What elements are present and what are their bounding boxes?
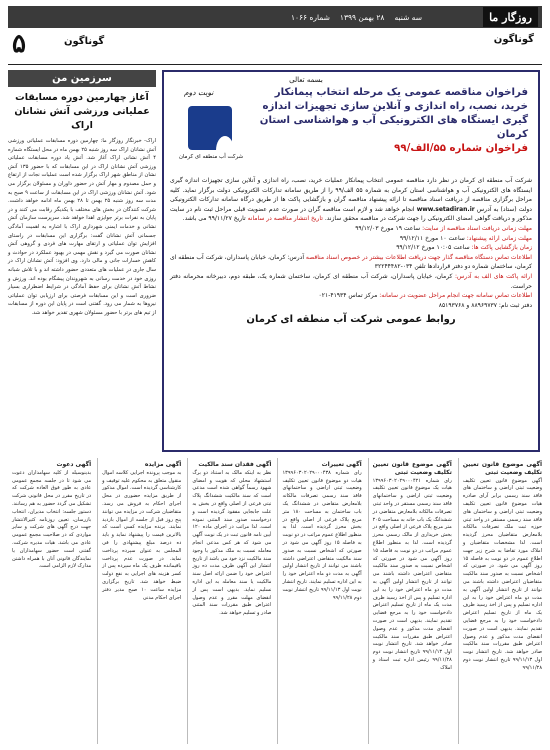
doc-deadline-label: مهلت زمانی دریافت اسناد مناقصه از سایت: [422, 224, 532, 232]
round-label: نوبت دوم [184, 88, 214, 97]
masthead-info [291, 6, 422, 28]
notice-heading: آگهی مزایده [144, 461, 182, 468]
registration-phones: دفتر ثبت نام: ۸۸۹۶۹۷۳۷ و ۸۵۱۹۳۷۶۸ [438, 301, 532, 309]
notice-text: به موجب پرونده اجرایی کلاسه اموال منقول متعلق به محکوم علیه توقیف و کارشناسی گردیده است. اموال مذکور از طریق مزایده حضوری در محل اجرای احکام به فروش می رسد. متقاضیان شرکت در مزایده می توانند پنج روز قبل از جلسه از اموال بازدید نمایند. برنده مزایده کسی است که بالاترین قیمت را پیشنهاد نماید و باید ده درصد مبلغ پیشنهادی را فی المجلس به عنوان سپرده پرداخت نماید. در صورت عدم پرداخت باقیمانده ظرف یک ماه سپرده پس از کسر هزینه های اجرایی به نفع دولت ضبط خواهد شد. تاریخ برگزاری مزایده ساعت ۱۰ صبح مدیر دفتر اجرای احکام مدنی [102, 469, 182, 601]
envelope-value: کرمان، خیابان پاسداران، شرکت آب منطقه ای کرمان، ساختمان شماره یک، طبقه دوم، دبیرخانه محرمانه دفتر حراست. [170, 272, 532, 290]
opening-label: زمان بازگشایی پاکت ها: [471, 244, 532, 252]
publish-value: تاریخ ۹۹/۱۱/۲۷ می باشد. [182, 215, 246, 223]
ad-signature: روابط عمومی شرکت آب منطقه ای کرمان [246, 314, 456, 326]
setad-contact-value: مرکز تماس ۴۱۹۳۴-۰۲۱ [318, 292, 378, 300]
publish-label: تاریخ انتشار مناقصه در سامانه [247, 215, 323, 223]
notice-column [368, 458, 452, 744]
envelope-label: ارائه پاکت های الف به آدرس: [454, 272, 532, 280]
article-title[interactable]: آغاز چهارمین دوره مسابقات عملیاتی ورزشی آتش نشانان اراک [14, 92, 150, 131]
masthead-bar [8, 6, 542, 28]
info-value: آدرس: کرمان، خیابان پاسداران، شرکت آب منطقه ای کرمان، ساختمان شماره دو دفتر قراردادها تلفن ۰۳۴-۳۲۲۴۴۴۸۲ [170, 253, 532, 271]
side-column [8, 70, 156, 452]
notice-text: رای شماره ۱۳۹۹۶۰۳۰۲۰۲۹۰۰۰۴۲۱ هیات یک موضوع قانون تعیین تکلیف وضعیت ثبتی اراضی و ساختمانهای فاقد سند رسمی مستقر در واحد ثبتی تصرفات مالکانه بلامعارض متقاضی در ششدانگ یک باب خانه به مساحت ۲۰۵ متر مربع پلاک فرعی از اصلی واقع در بخش خریداری از مالک رسمی محرز گردیده است. لذا به منظور اطلاع عموم مراتب در دو نوبت به فاصله ۱۵ روز آگهی می شود در صورتی که اشخاص نسبت به صدور سند مالکیت متقاضی اعتراضی داشته باشند می توانند از تاریخ انتشار اولین آگهی به مدت دو ماه اعتراض خود را به این اداره تسلیم و پس از اخذ رسید ظرف مدت یک ماه از تاریخ تسلیم اعتراض دادخواست خود را به مرجع قضایی تقدیم نمایند. بدیهی است در صورت انقضای مدت مذکور و عدم وصول اعتراض طبق مقررات سند مالکیت صادر خواهد شد. تاریخ انتشار نوبت اول ۹۹/۱۱/۱۳ تاریخ انتشار نوبت دوم ۹۹/۱۱/۲۸ رئیس اداره ثبت اسناد و املاک [372, 477, 452, 671]
bid-deadline-label: مهلت زمانی ارائه پیشنهاد: [466, 234, 532, 242]
notice-heading: آگهی دعوت [56, 461, 92, 468]
tender-advertisement [162, 70, 540, 452]
notice-column [97, 458, 181, 744]
notice-heading: آگهی موضوع قانون تعیین تکلیف وضعیت ثبتی [372, 461, 452, 476]
notice-column [187, 458, 271, 744]
bid-deadline-value: ساعت ۱۰ مورخ ۹۹/۱۲/۱۱ [399, 234, 465, 242]
issue-date: ۲۸ بهمن ۱۳۹۹ [339, 12, 385, 22]
legal-notices [8, 458, 542, 744]
water-drop-logo-icon [188, 106, 232, 150]
ad-intro-tail: انجام خواهد شد و لازم است مناقصه گران در صورت عدم عضویت قبلی مراحل ثبت نام در سایت مذکور و دریافت گواهی امضای الکترونیکی را جهت شرکت در مناقصه محقق سازند. [170, 205, 532, 223]
setad-website-link[interactable]: www.setadiran.ir [416, 205, 475, 213]
ad-intro: شرکت آب منطقه ای کرمان در نظر دارد مناقصه عمومی انتخاب پیمانکار عملیات خرید، نصب، راه اندازی و آنلاین سازی تجهیزات اندازه گیری ایستگاه های الکترونیکی آب و هواشناسی استان کرمان به شماره ۵۵ الف/۹۹ را از طریق سامانه تدارکات الکترونیکی دولت برگزار نماید. کلیه مراحل برگزاری مناقصه از دریافت اسناد مناقصه تا ارائه پیشنهاد مناقصه گران و بازگشایی پاکت ها از طریق درگاه سامانه تدارکات الکترونیکی دولت (ستاد) به آدرس [170, 177, 532, 213]
setad-contact-label: اطلاعات تماس سامانه جهت انجام مراحل عضویت در سامانه: [379, 292, 532, 300]
notice-heading: آگهی فقدان سند مالکیت [198, 461, 272, 468]
ad-title-main: فراخوان مناقصه عمومی یک مرحله انتخاب پیمانکار خرید، نصب، راه اندازی و آنلاین سازی تجهیزات اندازه گیری ایستگاه های الکترونیکی آب و هواشناسی استان کرمان [259, 87, 528, 140]
notice-text: رای شماره ۱۳۹۹۶۰۳۰۲۰۲۹۰۰۰۴۳۸ هیات دو موضوع قانون تعیین تکلیف وضعیت ثبتی اراضی و ساختمانهای فاقد سند رسمی تصرفات مالکانه بلامعارض متقاضی در ششدانگ یک باب ساختمان به مساحت ۱۸۰ متر مربع پلاک فرعی از اصلی واقع در بخش محرز گردیده است. لذا به منظور اطلاع عموم مراتب در دو نوبت به فاصله ۱۵ روز آگهی می شود در صورتی که اشخاص نسبت به صدور سند مالکیت متقاضی اعتراضی داشته باشند می توانند از تاریخ انتشار اولین آگهی به مدت دو ماه اعتراض خود را به این اداره تسلیم نمایند. تاریخ انتشار نوبت اول ۹۹/۱۱/۱۳ تاریخ انتشار نوبت دوم ۹۹/۱۱/۲۸ [282, 469, 362, 601]
ad-body [170, 176, 532, 310]
ad-tender-number: فراخوان شماره ۵۵/الف/۹۹ [394, 143, 528, 154]
ad-header [170, 76, 532, 172]
issue-number: شماره ۱۰۶۶ [290, 12, 330, 22]
article-body: اراک- خبرنگار روزگار ما: چهارمین دوره مسابقات عملیاتی ورزشی آتش نشانان اراک سه روز شنبه ۲۵ بهمن ماه در محل ایستگاه شماره ۴ آتش نشانی اراک آغاز شد. آتش یاد دوره مسابقات عملیاتی ورزشی آتش نشانان اراک در این مسابقات که با حضور ۱۳۵ آتش نشان از مناطق شهر اراک برگزار شده است عملیات نجات از ارتفاع و حمل مصدوم و مهار آتش در حضور داوران و مسئولان برگزار می شود. آتش نشانان ورزشی اراک در این مسابقات از ساعت ۹ صبح به مدت سه روز شنبه ۲۵ بهمن تا ۲۸ بهمن ماه ادامه خواهد داشت. شرکت کنندگان در بخش های مختلف با یکدیگر رقابت می کنند و در پایان به نفرات برتر جوایزی اهدا خواهد شد. سرپرست سازمان آتش نشانی و خدمات ایمنی شهرداری اراک با اشاره به اهمیت آمادگی جسمانی آتش نشانان گفت: برگزاری این مسابقات در راستای افزایش توان عملیاتی و ارتقای مهارت های فردی و گروهی آتش نشانان صورت می گیرد و نقش مهمی در بهبود عملکرد در حوادث و کاهش خسارات جانی و مالی دارد. وی افزود: آتش نشانان اراک در سال جاری در عملیات های متعددی حضور داشته اند و با تلاش شبانه روزی خود در خدمت رسانی به شهروندان پیشگام بوده اند. ورزش و نشاط آتش نشانان برای حفظ آمادگی در شرایط اضطراری بسیار ضروری است و این مسابقات فرصتی برای ارزیابی توان عملیاتی نیروها به شمار می رود. گفتنی است در پایان این دوره از مسابقات از تیم های برتر با حضور مسئولان شهری تقدیر خواهد شد. [8, 138, 157, 316]
notice-heading: آگهی موضوع قانون تعیین تکلیف وضعیت ثبتی [462, 461, 542, 476]
issue-day: سه شنبه [394, 12, 422, 22]
masthead [8, 6, 542, 64]
notice-column [458, 458, 542, 744]
page-number: ۵ [12, 29, 26, 59]
notice-text: بدینوسیله از کلیه سهامداران دعوت می شود تا در جلسه مجمع عمومی عادی به طور فوق العاده شرکت که در تاریخ مقرر در محل قانونی شرکت تشکیل می گردد حضور به هم رسانند. دستور جلسه: انتخاب مدیران، انتخاب بازرسان، تعیین روزنامه کثیرالانتشار جهت درج آگهی های شرکت و سایر مواردی که در صلاحیت مجمع عمومی عادی می باشد. هیات مدیره شرکت. گفتنی است حضور سهامداران یا نمایندگان قانونی آنان با همراه داشتن مدارک لازم الزامی است. [11, 469, 92, 570]
notice-text: آگهی موضوع قانون تعیین تکلیف وضعیت ثبتی اراضی و ساختمان های فاقد سند رسمی برابر آرای صادره هیات موضوع قانون تعیین تکلیف وضعیت ثبتی اراضی و ساختمان های فاقد سند رسمی مستقر در واحد ثبتی حوزه ثبت ملک تصرفات مالکانه بلامعارض متقاضیان محرز گردیده است. لذا مشخصات متقاضیان و املاک مورد تقاضا به شرح زیر جهت اطلاع عموم در دو نوبت به فاصله ۱۵ روز آگهی می شود. در صورتی که اشخاص نسبت به صدور سند مالکیت متقاضیان اعتراضی داشته باشند می توانند از تاریخ انتشار اولین آگهی به مدت دو ماه اعتراض خود را به این اداره تسلیم و پس از اخذ رسید ظرف یک ماه از تاریخ تسلیم اعتراض دادخواست خود را به مرجع قضایی تقدیم نمایند. بدیهی است در صورت انقضای مدت مذکور و عدم وصول اعتراض طبق مقررات سند مالکیت صادر خواهد شد. تاریخ انتشار نوبت اول ۹۹/۱۱/۱۳ تاریخ انتشار نوبت دوم ۹۹/۱۱/۲۸ [462, 477, 542, 671]
org-caption: شرکت آب منطقه ای کرمان [178, 154, 244, 160]
notice-column [8, 458, 91, 744]
info-label: اطلاعات تماس دستگاه مناقصه گذار جهت دریافت اطلاعات بیشتر در خصوص اسناد مناقصه [305, 253, 532, 261]
org-emblem [174, 84, 248, 164]
page-label: گوناگون [64, 36, 105, 47]
notice-text: نظر به اینکه مالک به استناد دو برگ استشهاد محلی که هویت و امضای شهود رسماً گواهی شده است مدعی است که سند مالکیت ششدانگ پلاک ثبتی فرعی از اصلی واقع در بخش به علت جابجایی مفقود گردیده است و درخواست صدور سند المثنی نموده است. لذا مراتب در اجرای ماده ۱۲۰ آیین نامه قانون ثبت در یک نوبت آگهی می شود که هر کس مدعی انجام معامله نسبت به ملک مذکور یا وجود سند مالکیت نزد خود می باشد از تاریخ انتشار این آگهی ظرف مدت ده روز اعتراض خود را ضمن ارائه اصل سند مالکیت یا سند معامله به این اداره تسلیم نماید. بدیهی است پس از انقضای مهلت مقرر و عدم وصول اعتراض طبق مقررات سند المثنی صادر و تسلیم خواهد شد. [192, 469, 272, 617]
opening-value: ساعت ۱۰:۰۵ مورخ ۹۹/۱۲/۱۲ [396, 244, 470, 252]
ad-title [256, 86, 528, 156]
newspaper-logo[interactable]: روزگار ما [483, 7, 538, 27]
notice-column [277, 458, 361, 744]
column-header: سرزمین من [8, 70, 156, 87]
notice-heading: آگهی تغییرات [321, 461, 362, 468]
section-title: گوناگون [493, 34, 534, 45]
basmala: بسمه تعالی [289, 76, 323, 84]
doc-deadline-value: ساعت ۱۹ مورخ ۹۹/۱۲/۰۳ [355, 224, 421, 232]
masthead-rule [8, 64, 542, 65]
